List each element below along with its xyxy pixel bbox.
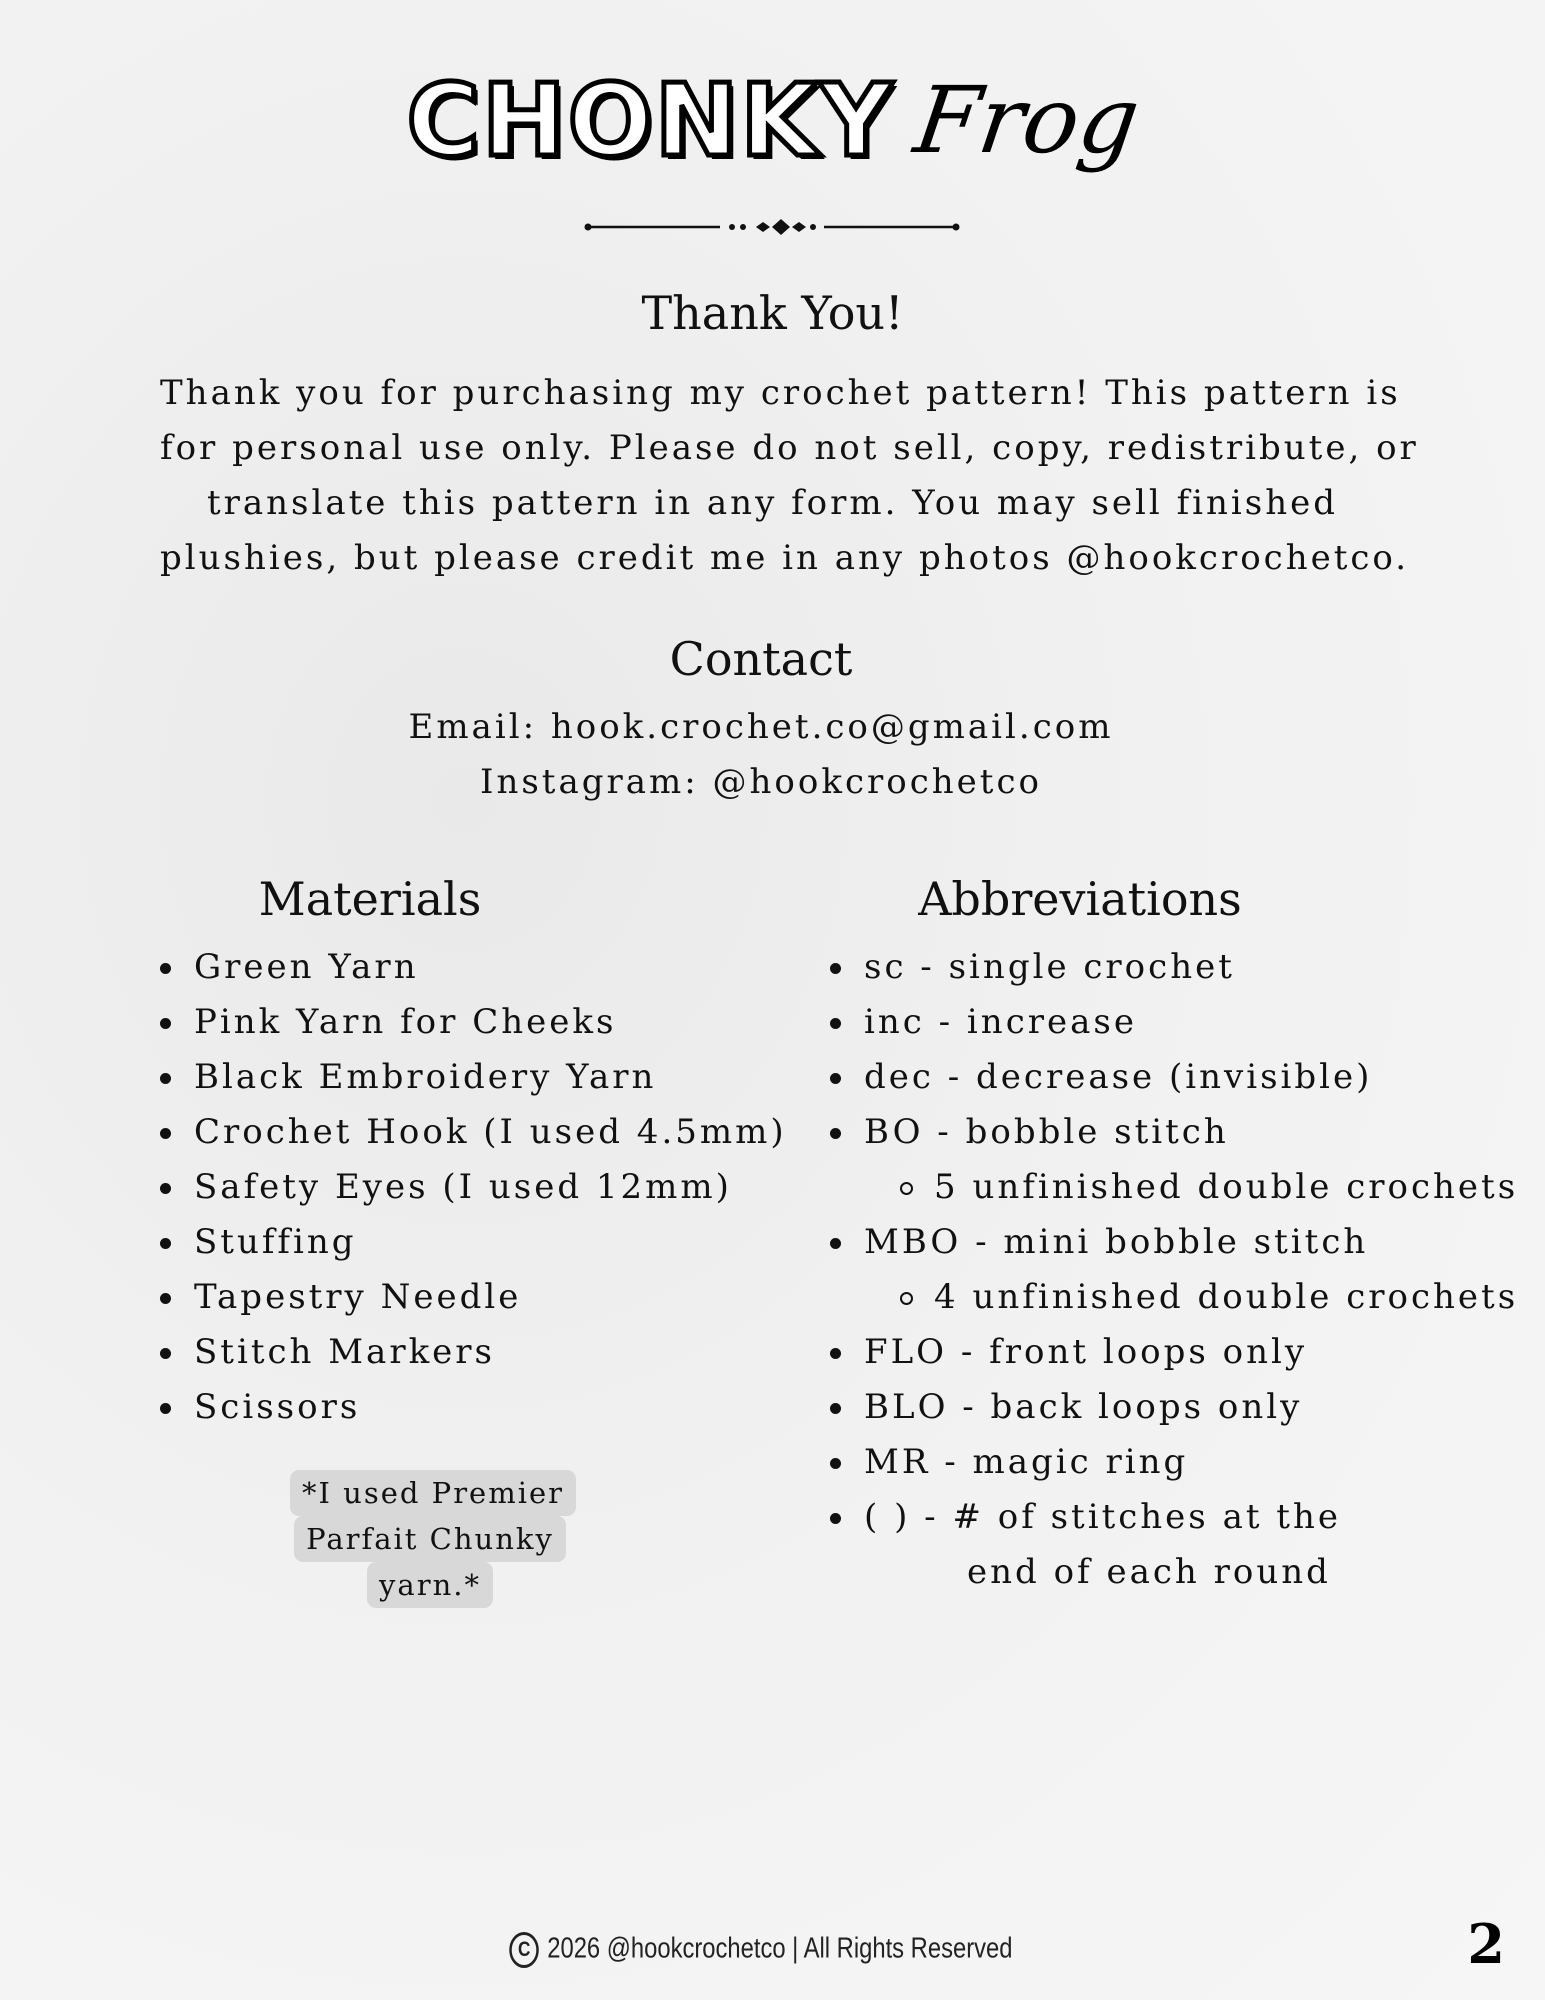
bullet-icon bbox=[830, 1513, 841, 1524]
title-frog: Frog bbox=[908, 67, 1146, 174]
materials-heading: Materials bbox=[258, 872, 482, 926]
hollow-bullet-icon bbox=[900, 1182, 913, 1195]
bullet-icon bbox=[160, 1348, 171, 1359]
list-item: MR - magic ring bbox=[864, 1435, 1518, 1490]
thank-you-line: for personal use only. Please do not sell, copy, redistribute, or bbox=[160, 428, 1419, 468]
copyright-text: 2026 @hookcrochetco | All Rights Reserved bbox=[547, 1932, 1013, 1965]
yarn-note-line: Parfait Chunky bbox=[294, 1516, 566, 1562]
list-item: BLO - back loops only bbox=[864, 1380, 1518, 1435]
bullet-icon bbox=[830, 1018, 841, 1029]
page-number: 2 bbox=[1467, 1912, 1505, 1976]
list-item: Scissors bbox=[194, 1380, 787, 1435]
bullet-icon bbox=[160, 1403, 171, 1414]
list-item: ( ) - # of stitches at the bbox=[864, 1490, 1518, 1545]
yarn-note-line: *I used Premier bbox=[290, 1470, 576, 1516]
footer-copyright bbox=[137, 1932, 1385, 1968]
sub-list-item: 4 unfinished double crochets bbox=[864, 1270, 1518, 1325]
list-item: sc - single crochet bbox=[864, 940, 1518, 995]
bullet-icon bbox=[830, 1458, 841, 1469]
list-item: dec - decrease (invisible) bbox=[864, 1050, 1518, 1105]
list-item: Green Yarn bbox=[194, 940, 787, 995]
list-item: Crochet Hook (I used 4.5mm) bbox=[194, 1105, 787, 1160]
abbreviations-list bbox=[864, 940, 1518, 1600]
bullet-icon bbox=[830, 1238, 841, 1249]
contact-heading: Contact bbox=[669, 632, 853, 686]
list-item: Stitch Markers bbox=[194, 1325, 787, 1380]
yarn-note-line: yarn.* bbox=[367, 1562, 493, 1608]
contact-instagram[interactable]: Instagram: @hookcrochetco bbox=[480, 762, 1042, 802]
thank-you-paragraph bbox=[160, 366, 1419, 586]
hollow-bullet-icon bbox=[900, 1292, 913, 1305]
materials-list bbox=[194, 940, 787, 1435]
pattern-title bbox=[0, 62, 1545, 179]
yarn-note bbox=[290, 1470, 570, 1608]
contact-email[interactable]: Email: hook.crochet.co@gmail.com bbox=[408, 707, 1114, 747]
bullet-icon bbox=[160, 1018, 171, 1029]
list-item: Tapestry Needle bbox=[194, 1270, 787, 1325]
bullet-icon bbox=[830, 1073, 841, 1084]
thank-you-line: plushies, but please credit me in any photos @hookcrochetco. bbox=[160, 538, 1410, 578]
bullet-icon bbox=[830, 963, 841, 974]
sub-list-item: 5 unfinished double crochets bbox=[864, 1160, 1518, 1215]
contact-info bbox=[0, 700, 1522, 810]
bullet-icon bbox=[160, 1183, 171, 1194]
abbreviations-heading: Abbreviations bbox=[918, 872, 1242, 926]
list-item: Stuffing bbox=[194, 1215, 787, 1270]
list-item: MBO - mini bobble stitch bbox=[864, 1215, 1518, 1270]
list-item: FLO - front loops only bbox=[864, 1325, 1518, 1380]
list-item: inc - increase bbox=[864, 995, 1518, 1050]
list-item: Black Embroidery Yarn bbox=[194, 1050, 787, 1105]
thank-you-heading: Thank You! bbox=[641, 286, 904, 340]
ornamental-divider-icon bbox=[582, 214, 962, 240]
bullet-icon bbox=[160, 1238, 171, 1249]
copyright-icon: C bbox=[510, 1932, 540, 1968]
bullet-icon bbox=[830, 1128, 841, 1139]
bullet-icon bbox=[160, 1293, 171, 1304]
bullet-icon bbox=[830, 1348, 841, 1359]
thank-you-line: translate this pattern in any form. You may sell finished bbox=[206, 483, 1339, 523]
bullet-icon bbox=[160, 1073, 171, 1084]
bullet-icon bbox=[160, 963, 171, 974]
list-item: Pink Yarn for Cheeks bbox=[194, 995, 787, 1050]
list-item-continuation: end of each round bbox=[967, 1552, 1331, 1592]
bullet-icon bbox=[830, 1403, 841, 1414]
bullet-icon bbox=[160, 1128, 171, 1139]
title-chonky: CHONKY bbox=[406, 62, 895, 179]
list-item: BO - bobble stitch bbox=[864, 1105, 1518, 1160]
list-item: Safety Eyes (I used 12mm) bbox=[194, 1160, 787, 1215]
thank-you-line: Thank you for purchasing my crochet pattern! This pattern is bbox=[160, 373, 1401, 413]
